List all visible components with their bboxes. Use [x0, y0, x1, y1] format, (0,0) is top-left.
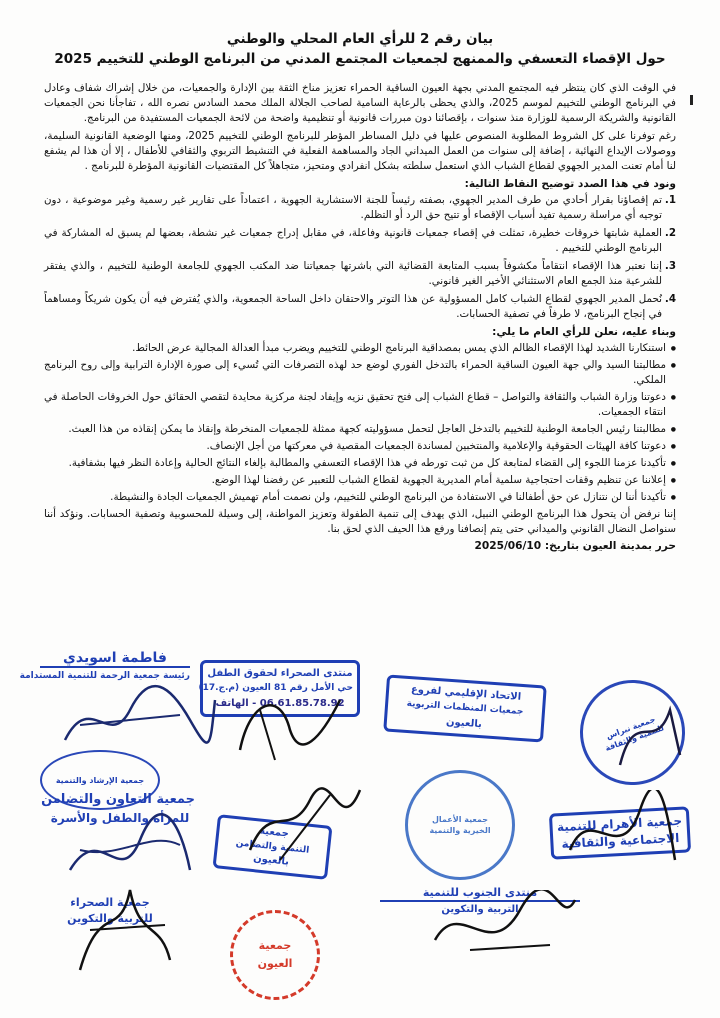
signature-7 [70, 880, 180, 980]
signature-1 [60, 680, 220, 760]
stamp-round-2: جمعية الأعمال الخيرية والتنمية [405, 770, 515, 880]
points-list [44, 193, 676, 322]
point-item: 3. إننا نعتبر هذا الإقصاء انتقاماً مكشوفاً بسبب المتابعة القضائية التي باشرتها جمعياتنا ضد المكتب الجهوي للجامعة الوطنية للتخييم ، والذي يفتقر للشرعية منذ الجمع العام الاستثنائي الأخير الغير قانوني. [44, 260, 676, 287]
stamp-fatima: فاطمة اسويدي رئيسة جمعية الرحمة للتنمية المستدامة [40, 650, 190, 684]
signature-2 [230, 680, 350, 770]
stamp-sahraa: جمعية الصحراء للتربية والتكوين [67, 896, 153, 925]
stamp-taawun: جمعية التعاون والتضامن للمرأة والطفل والأسرة [41, 792, 195, 825]
statement-document [44, 30, 676, 552]
intro-paragraph-1: في الوقت الذي كان ينتظر فيه المجتمع المدني بجهة العيون الساقية الحمراء تعزيز مناخ الثقة بين الإدارة والجمعيات، من خلال إشراك شفاف وعادل في البرنامج الوطني للتخييم لموسم 2025، والذي يحظى بالرعاية السامية لصاحب الجلالة الملك محمد السادس نصره الله ، تفاجأنا نحن الجمعيات القانونية والشريكة الرسمية للوزارة منذ سنوات ، بإقصائنا دون مبررات قانونية أو تنظيمية واضحة من لائحة الجمعيات المستفيدة من البرنامج. [44, 82, 676, 124]
demand-item: ● استنكارنا الشديد لهذا الإقصاء الظالم الذي يمس بمصداقية البرنامج الوطني للتخييم ويضرب مبدأ العدالة المجالية عرض الحائط. [44, 341, 676, 356]
demand-item: ● تأكيدنا عزمنا اللجوء إلى القضاء لمتابعة كل من ثبت تورطه في هذا الإقصاء التعسفي والمطالبة بإلغاء النتائج الحالية وإعادة النظر فيها بشفافية. [44, 456, 676, 471]
intro-paragraph-2: رغم توفرنا على كل الشروط المطلوبة المنصوص عليها في دليل المساطر المؤطر للبرنامج الوطني للتخييم 2025، ومنها الوضعية القانونية السليمة، ووصولات الإيداع النهائية ، إضافة إلى سنوات من العمل الميداني الجاد والمساهمة الفعلية في التنشيط التربوي والثقافي للأطفال ، إلا أن هذا لم يشفع لنا أمام تعنت المدير الجهوي لقطاع الشباب الذي استعمل سلطته بشكل انفرادي ومتحيز، متجاهلاً كل المقتضيات القانونية المؤطرة للبرنامج . [44, 130, 676, 172]
date-line: حرر بمدينة العيون بتاريخ: 2025/06/10 [474, 540, 676, 552]
point-item: 1. تم إقصاؤنا بقرار أحادي من طرف المدير الجهوي، بصفته رئيساً للجنة الاستشارية الجهوية ، اعتماداً على تقارير غير رسمية وغير موضوعية ، دون توجيه أي مراسلة رسمية تفيد أسباب الإقصاء أو تتيح حق الرد أو التظلم. [44, 194, 676, 221]
margin-mark [690, 95, 693, 105]
demand-item: ● دعوتنا كافة الهيئات الحقوقية والإعلامية والمنتخبين لمساندة الجمعيات المقصية في معركتها من أجل الإنصاف. [44, 439, 676, 454]
point-item: 4. نُحمل المدير الجهوي لقطاع الشباب كامل المسؤولية عن هذا التوتر والاحتقان داخل الساحة الجمعوية، والذي يُفترض فيه أن يكون شريكاً ومساهماً في إنجاح البرنامج، لا طرفاً في تصفية الحسابات. [44, 293, 676, 320]
stamps-area [0, 640, 720, 1018]
demands-list [44, 341, 676, 505]
stamp-red-round: جمعية العيون [230, 910, 320, 1000]
stamp-misc: جمعية التنمية والتضامن بالعيون [212, 814, 332, 880]
signature-5 [240, 780, 370, 870]
stamp-south-forum: منتدى الجنوب للتنمية التربية والتكوين [380, 885, 580, 917]
stamp-child-rights: منتدى الصحراء لحقوق الطفل حي الأمل رقم 81 العيون (م.ج.17) 06.61.85.78.92 - الهاتف [200, 660, 360, 717]
signature-8 [430, 890, 580, 970]
demands-heading: وبناء عليه، نعلن للرأي العام ما يلي: [492, 326, 676, 338]
points-heading: ونود في هذا الصدد توضيح النقاط التالية: [464, 178, 676, 190]
demand-item: ● إعلاننا عن تنظيم وقفات احتجاجية سلمية أمام المديرية الجهوية لقطاع الشباب للتعبير عن رفضنا لهذا الوضع. [44, 473, 676, 488]
stamp-ahram: جمعية الأهرام للتنمية الاجتماعية والثقافية [549, 806, 691, 859]
demand-item: ● دعوتنا وزارة الشباب والثقافة والتواصل – قطاع الشباب إلى فتح تحقيق نزيه وإيفاد لجنة مركزية محايدة لتقصي الحقائق حول الخروقات الحاصلة في انتقاء الجمعيات. [44, 390, 676, 420]
demand-item: ● مطالبتنا السيد والي جهة العيون الساقية الحمراء بالتدخل الفوري لوضع حد لهذه التصرفات التي تُسيء إلى صورة الإدارة الترابية وإلى روح البرنامج الملكي. [44, 358, 676, 388]
signature-3 [610, 695, 690, 775]
stamp-irshad: جمعية الإرشاد والتنمية [40, 750, 160, 810]
closing-paragraph: إننا نرفض أن يتحول هذا البرنامج الوطني النبيل، الذي يهدف إلى تنمية الطفولة وتعزيز المواطنة، إلى وسيلة للمحسوبية وتصفية الحسابات. ونؤكد أننا سنواصل النضال القانوني والميداني حتى يتم إنصافنا ورفع هذا الحيف الذي لحق بنا. [44, 508, 676, 535]
demand-item: ● مطالبتنا رئيس الجامعة الوطنية للتخييم بالتدخل العاجل لتحمل مسؤوليته كجهة ممثلة للجمعيات المنخرطة وإنقاذ ما يمكن إنقاذه من هذا العبث. [44, 422, 676, 437]
stamp-round-1: جمعية نبراس للتنمية والثقافة [565, 665, 700, 800]
signature-6 [560, 790, 680, 880]
stamp-regional-union: الاتحاد الإقليمي لفروع جمعيات المنظمات التربوية بالعيون [383, 674, 547, 742]
statement-title: بيان رقم 2 للرأي العام المحلي والوطني [226, 31, 494, 47]
statement-subtitle: حول الإقصاء التعسفي والممنهج لجمعيات المجتمع المدني من البرنامج الوطني للتخييم 2025 [54, 51, 666, 67]
demand-item: ● تأكيدنا أننا لن نتنازل عن حق أطفالنا في الاستفادة من البرنامج الوطني للتخييم، ولن نصمت أمام تهميش الجمعيات الجادة والنشيطة. [44, 490, 676, 505]
point-item: 2. العملية شابتها خروقات خطيرة، تمثلت في إقصاء جمعيات قانونية وفاعلة، في مقابل إدراج جمعيات غير نشطة، بعضها لم يسبق له المشاركة في البرنامج الوطني للتخييم . [44, 227, 676, 254]
